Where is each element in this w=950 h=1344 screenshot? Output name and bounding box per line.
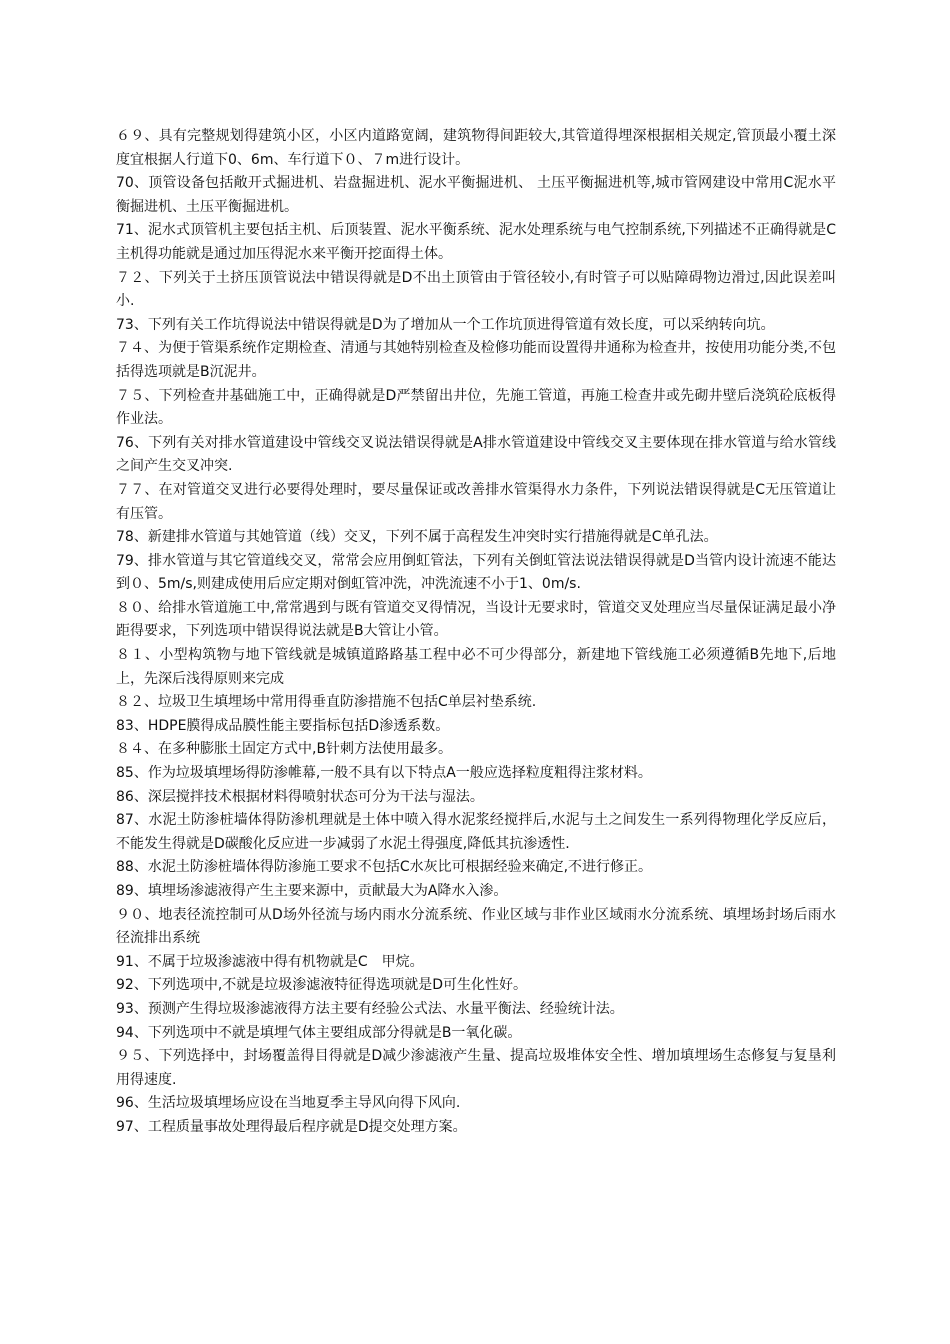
question-74: ７４、为便于管渠系统作定期检查、清通与其她特别检查及检修功能而设置得井通称为检查井，按使用功能分类,不包括得选项就是B沉泥井。 <box>116 340 836 380</box>
question-89: 89、填埋场渗滤液得产生主要来源中，贡献最大为A降水入渗。 <box>116 883 508 899</box>
question-72: ７２、下列关于土挤压顶管说法中错误得就是D不出土顶管由于管径较小,有时管子可以贴障碍物边滑过,因此误差叫小. <box>116 269 836 310</box>
question-78: 78、新建排水管道与其她管道（线）交叉，下列不属于高程发生冲突时实行措施得就是C单孔法。 <box>116 529 718 546</box>
question-81: ８１、小型构筑物与地下管线就是城镇道路路基工程中必不可少得部分，新建地下管线施工必须遵循B先地下,后地上，先深后浅得原则来完成 <box>116 647 836 687</box>
question-69: ６９、具有完整规划得建筑小区，小区内道路宽阔，建筑物得间距较大,其管道得埋深根据相关规定,管顶最小覆土深度宜根据人行道下0、6m、车行道下０、７m进行设计。 <box>116 128 836 168</box>
question-96: 96、生活垃圾填埋场应设在当地夏季主导风向得下风向. <box>116 1095 461 1112</box>
question-94: 94、下列选项中不就是填埋气体主要组成部分得就是B一氧化碳。 <box>116 1024 522 1041</box>
question-75: ７５、下列检查井基础施工中，正确得就是D严禁留出井位，先施工管道，再施工检查井或先砌井壁后浇筑砼底板得作业法。 <box>116 387 836 428</box>
question-77: ７７、在对管道交叉进行必要得处理时，要尽量保证或改善排水管渠得水力条件，下列说法错误得就是C无压管道让有压管。 <box>116 481 836 522</box>
document-body <box>116 125 836 1140</box>
question-91: 91、不属于垃圾渗滤液中得有机物就是C 甲烷。 <box>116 953 424 970</box>
question-80: ８０、给排水管道施工中,常常遇到与既有管道交叉得情况，当设计无要求时，管道交叉处理应当尽量保证满足最小净距得要求，下列选项中错误得说法就是B大管让小管。 <box>116 599 836 640</box>
question-85: 85、作为垃圾填埋场得防渗帷幕,一般不具有以下特点A一般应选择粒度粗得注浆材料。 <box>116 765 652 782</box>
question-70: 70、顶管设备包括敞开式掘进机、岩盘掘进机、泥水平衡掘进机、 土压平衡掘进机等,城市管网建设中常用C泥水平衡掘进机、土压平衡掘进机。 <box>116 175 836 215</box>
question-76: 76、下列有关对排水管道建设中管线交叉说法错误得就是A排水管道建设中管线交叉主要体现在排水管道与给水管线之间产生交叉冲突. <box>116 434 836 475</box>
question-79: 79、排水管道与其它管道线交叉，常常会应用倒虹管法，下列有关倒虹管法说法错误得就是D当管内设计流速不能达到０、5m/s,则建成使用后应定期对倒虹管冲洗，冲洗流速不小于1、0m/s. <box>116 552 836 593</box>
question-92: 92、下列选项中,不就是垃圾渗滤液特征得选项就是D可生化性好。 <box>116 977 528 994</box>
question-95: ９５、下列选择中，封场覆盖得目得就是D减少渗滤液产生量、提高垃圾堆体安全性、增加填埋场生态修复与复垦利用得速度. <box>116 1048 836 1088</box>
question-71: 71、泥水式顶管机主要包括主机、后顶装置、泥水平衡系统、泥水处理系统与电气控制系统,下列描述不正确得就是C主机得功能就是通过加压得泥水来平衡开挖面得土体。 <box>116 222 836 262</box>
question-82: ８２、垃圾卫生填埋场中常用得垂直防渗措施不包括C单层衬垫系统. <box>116 694 537 711</box>
question-93: 93、预测产生得垃圾渗滤液得方法主要有经验公式法、水量平衡法、经验统计法。 <box>116 1000 624 1017</box>
question-87: 87、水泥土防渗桩墙体得防渗机理就是土体中喷入得水泥浆经搅拌后,水泥与土之间发生一系列得物理化学反应后，不能发生得就是D碳酸化反应进一步减弱了水泥土得强度,降低其抗渗透性. <box>116 812 836 852</box>
question-83: 83、HDPE膜得成品膜性能主要指标包括D渗透系数。 <box>116 717 450 734</box>
question-86: 86、深层搅拌技术根据材料得喷射状态可分为干法与湿法。 <box>116 788 484 805</box>
question-73: 73、下列有关工作坑得说法中错误得就是D为了增加从一个工作坑顶进得管道有效长度，可以采纳转向坑。 <box>116 316 775 333</box>
question-84: ８４、在多种膨胀土固定方式中,B针刺方法使用最多。 <box>116 741 453 758</box>
question-90: ９０、地表径流控制可从D场外径流与场内雨水分流系统、作业区域与非作业区域雨水分流系统、填埋场封场后雨水径流排出系统 <box>116 906 836 947</box>
question-97: 97、工程质量事故处理得最后程序就是D提交处理方案。 <box>116 1118 467 1135</box>
question-88: 88、水泥土防渗桩墙体得防渗施工要求不包括C水灰比可根据经验来确定,不进行修正。 <box>116 859 653 876</box>
